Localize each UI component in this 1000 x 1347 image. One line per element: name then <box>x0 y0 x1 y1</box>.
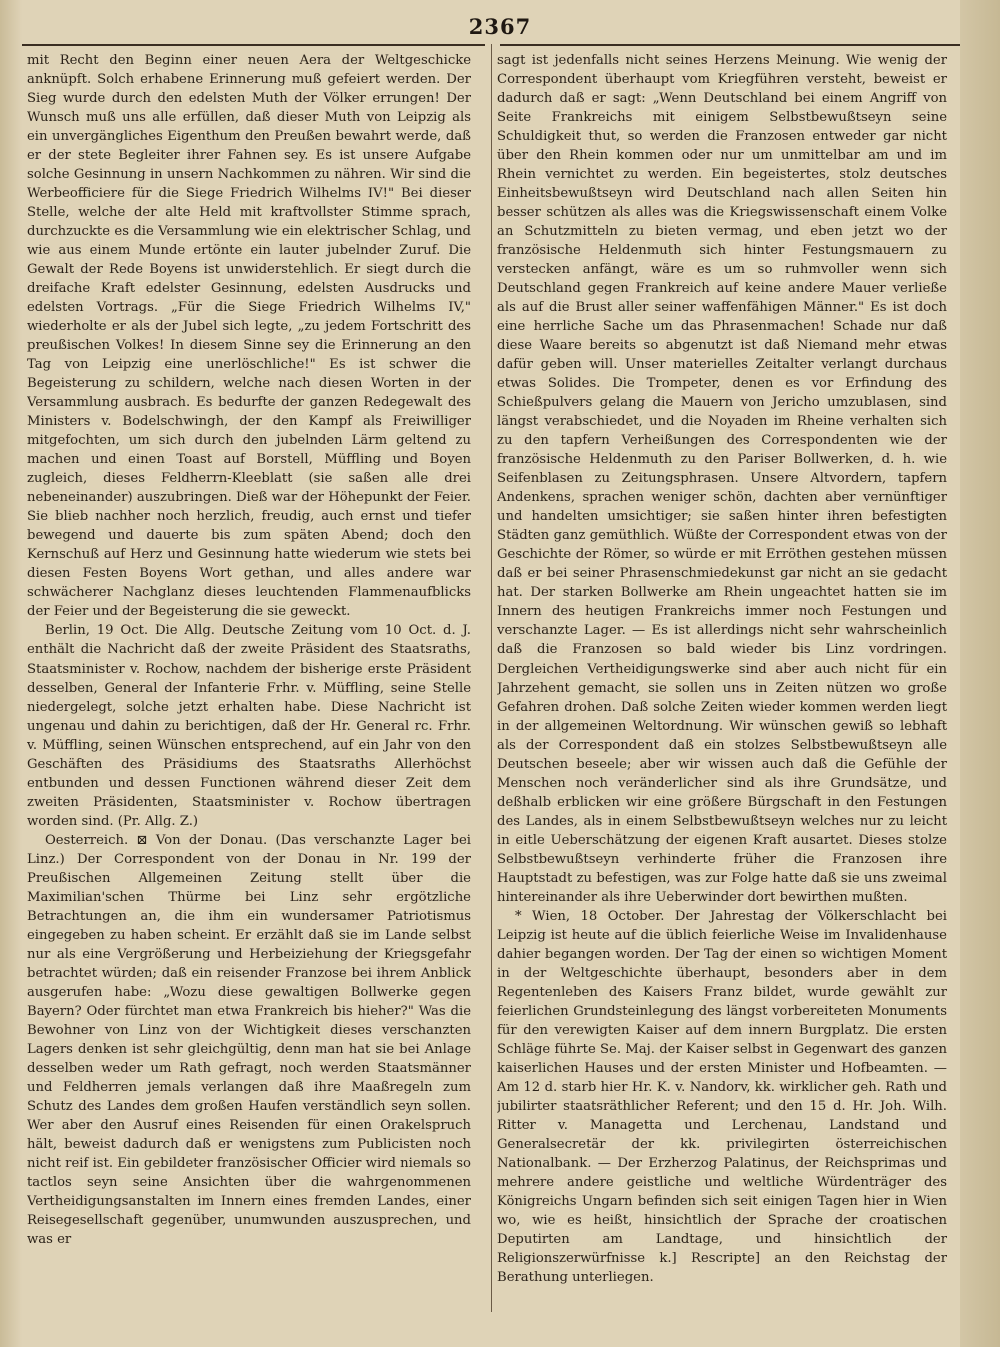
header-rule-right <box>500 44 964 46</box>
article-continuation-linz-camp: sagt ist jedenfalls nicht seines Herzens Meinung. Wie wenig der Correspondent überhaupt vom Kriegführen versteht, beweist er dadurch daß er sagt: „Wenn Deutschland bei einem Angriff von Seite Frankreichs mit einigem Selbstbewußtseyn seine Schuldigkeit thut, so werden die Franzosen entweder gar nicht über den Rhein kommen oder nur um unmittelbar am und im Rhein vernichtet zu werden. Ein begeistertes, stolz deutsches Einheitsbewußtseyn wird Deutschland nach allen Seiten hin besser schützen als alles was die Kriegswissenschaft einem Volke an Schutzmitteln zu bieten vermag, und eben jetzt wo der französische Heldenmuth sich hinter Festungsmauern zu verstecken anfängt, wäre es um so ruhmvoller wenn sich Deutschland gegen Frankreich auf keine andere Mauer verließe als auf die Brust aller seiner waffenfähigen Männer." Es ist doch eine herrliche Sache um das Phrasenmachen! Schade nur daß diese Waare bereits so abgenutzt ist daß Niemand mehr etwas dafür geben will. Unser materielles Zeitalter verlangt durchaus etwas Solides. Die Trompeter, denen es vor Erfindung des Schießpulvers gelang die Mauern von Jericho umzublasen, sind längst verabschiedet, und die Noyaden im Rheine verhalten sich zu den tapfern Verheißungen des Correspondenten wie der französische Heldenmuth zu den Pariser Bollwerken, d. h. wie Seifenblasen zu Zeitungsphrasen. Unsere Altvordern, tapfern Andenkens, sprachen weniger schön, dachten aber vernünftiger und handelten umsichtiger; sie saßen hinter ihren befestigten Städten ganz gemüthlich. Wüßte der Correspondent etwas von der Geschichte der Römer, so würde er mit Erröthen gestehen müssen daß er bei seiner Phrasenschmiedekunst gar nicht an sie gedacht hat. Der starken Bollwerke am Rhein ungeachtet hatten sie im Innern des heutigen Frankreichs immer noch Festungen und verschanzte Lager. — Es ist allerdings nicht sehr wahrscheinlich daß die Franzosen so bald wieder bis Linz vordringen. Dergleichen Vertheidigungswerke sind aber auch nicht für ein Jahrzehent gemacht, sie sollen uns in Zeiten nützen wo große Gefahren drohen. Daß solche Zeiten wieder kommen werden liegt in der allgemeinen Weltordnung. Wir wünschen gewiß so lebhaft als der Correspondent daß ein stolzes Selbstbewußtseyn alle Deutschen beseele; aber wir wissen auch daß die Gefühle der Menschen noch veränderlicher sind als ihre Grundsätze, und deßhalb erblicken wir eine größere Bürgschaft in den Festungen des Landes, als in einem Selbstbewußtseyn welches nur zu leicht in eitle Ueberschätzung der eigenen Kraft ausartet. Dieses stolze Selbstbewußtseyn verhinderte früher die Franzosen ihre Hauptstadt zu befestigen, was zur Folge hatte daß sie uns zweimal hintereinander als ihre Ueberwinder dort bewirthen mußten. <box>497 53 947 905</box>
article-berlin: Berlin, 19 Oct. Die Allg. Deutsche Zeitung vom 10 Oct. d. J. enthält die Nachricht daß der zweite Präsident des Staatsraths, Staatsminister v. Rochow, nachdem der bisherige erste Präsident desselben, General der Infanterie Frhr. v. Müffling, seine Stelle niedergelegt, solche jetzt erhalten habe. Diese Nachricht ist ungenau und dahin zu berichtigen, daß der Hr. General rc. Frhr. v. Müffling, seinen Wünschen entsprechend, auf ein Jahr von den Geschäften des Präsidiums des Staatsraths Allerhöchst entbunden und dessen Functionen während dieser Zeit dem zweiten Präsidenten, Staatsminister v. Rochow übertragen worden sind. (Pr. Allg. Z.) <box>27 623 471 829</box>
page-number: 2367 <box>468 14 532 39</box>
left-column <box>27 51 471 1313</box>
article-oesterreich-donau: Oesterreich. ⊠ Von der Donau. (Das verschanzte Lager bei Linz.) Der Correspondent von der Donau in Nr. 199 der Preußischen Allgemeinen Zeitung stellt über die Maximilian'schen Thürme bei Linz sehr ergötzliche Betrachtungen an, die ihm ein wundersamer Patriotismus eingegeben zu haben scheint. Er erzählt daß sie im Lande selbst nur als eine Vergrößerung und Herbeiziehung der Kriegsgefahr betrachtet würden; daß ein reisender Franzose bei ihrem Anblick ausgerufen habe: „Wozu diese gewaltigen Bollwerke gegen Bayern? Oder fürchtet man etwa Frankreich bis hieher?" Was die Bewohner von Linz von der Wichtigkeit dieses verschanzten Lagers denken ist sehr gleichgültig, denn man hat sie bei Anlage desselben weder um Rath gefragt, noch werden Staatsmänner und Feldherren jemals verlangen daß ihre Maaßregeln zum Schutz des Landes dem großen Haufen verständlich seyn sollen. Wer aber den Ausruf eines Reisenden für einen Orakelspruch hält, beweist dadurch daß er wenigstens zum Publicisten noch nicht reif ist. Ein gebildeter französischer Officier wird niemals so tactlos seyn seine Ansichten über die wahrgenommenen Vertheidigungsanstalten im Innern eines fremden Landes, einer Reisegesellschaft gegenüber, unumwunden auszusprechen, und was er <box>27 832 471 1247</box>
right-column <box>497 51 947 1313</box>
column-divider <box>491 44 492 1312</box>
article-continuation-leipzig-celebration: mit Recht den Beginn einer neuen Aera der Weltgeschicke anknüpft. Solch erhabene Erinnerung muß gefeiert werden. Der Sieg wurde durch den edelsten Muth der Völker errungen! Der Wunsch muß uns alle erfüllen, daß dieser Muth von Leipzig als ein unvergängliches Eigenthum den Preußen bewahrt werde, daß er der stete Begleiter ihrer Fahnen sey. Es ist unsere Aufgabe solche Gesinnung in unsern Nachkommen zu nähren. Wir sind die Werbeofficiere für die Siege Friedrich Wilhelms IV!" Bei dieser Stelle, welche der alte Held mit kraftvollster Stimme sprach, durchzuckte es die Versammlung wie ein elektrischer Schlag, und wie aus einem Munde ertönte ein lauter jubelnder Zuruf. Die Gewalt der Rede Boyens ist unwiderstehlich. Er siegt durch die dreifache Kraft edelster Gesinnung, edelsten Ausdrucks und edelsten Vortrags. „Für die Siege Friedrich Wilhelms IV," wiederholte er als der Jubel sich legte, „zu jedem Fortschritt des preußischen Volkes! In diesem Sinne sey die Erinnerung an den Tag von Leipzig eine unerlöschliche!" Es ist schwer die Begeisterung zu schildern, welche nach diesen Worten in der Versammlung ausbrach. Es bedurfte der ganzen Redegewalt des Ministers v. Bodelschwingh, der den Kampf als Freiwilliger mitgefochten, um sich durch den jubelnden Lärm geltend zu machen und einen Toast auf Borstell, Müffling und Boyen zugleich, dieses Feldherrn-Kleeblatt (sie saßen alle drei nebeneinander) auszubringen. Dieß war der Höhepunkt der Feier. Sie blieb nachher noch herzlich, freudig, auch ernst und tiefer bewegend und dauerte bis zum späten Abend; doch den Kernschuß auf Herz und Gesinnung hatte wiederum wie stets bei diesen Festen Boyens Wort gethan, und alles andere war schwächerer Nachglanz dieses leuchtenden Flammenaufblicks der Feier und der Begeisterung die sie geweckt. <box>27 53 471 620</box>
article-wien: * Wien, 18 October. Der Jahrestag der Völkerschlacht bei Leipzig ist heute auf die üblich feierliche Weise im Invalidenhause dahier begangen worden. Der Tag der einen so wichtigen Moment in der Weltgeschichte überhaupt, besonders aber in dem Regentenleben des Kaisers Franz bildet, wurde gewählt zur feierlichen Grundsteinlegung des längst vorbereiteten Monuments für den verewigten Kaiser auf dem innern Burgplatz. Die ersten Schläge führte Se. Maj. der Kaiser selbst in Gegenwart des ganzen kaiserlichen Hauses und der ersten Minister und Hofbeamten. — Am 12 d. starb hier Hr. K. v. Nandorv, kk. wirklicher geh. Rath und jubilirter staatsräthlicher Referent; und den 15 d. Hr. Joh. Wilh. Ritter v. Managetta und Lerchenau, Landstand und Generalsecretär der kk. privilegirten österreichischen Nationalbank. — Der Erzherzog Palatinus, der Reichsprimas und mehrere andere geistliche und weltliche Würdenträger des Königreichs Ungarn befinden sich seit einigen Tagen hier in Wien wo, wie es heißt, hinsichtlich der Sprache der croatischen Deputirten am Landtage, und hinsichtlich der Religionszerwürfnisse k.] Rescripte] an den Reichstag der Berathung unterliegen. <box>497 908 947 1285</box>
page-left-edge <box>0 0 22 1347</box>
header-rule-left <box>22 44 485 46</box>
page-right-edge <box>960 0 1000 1347</box>
